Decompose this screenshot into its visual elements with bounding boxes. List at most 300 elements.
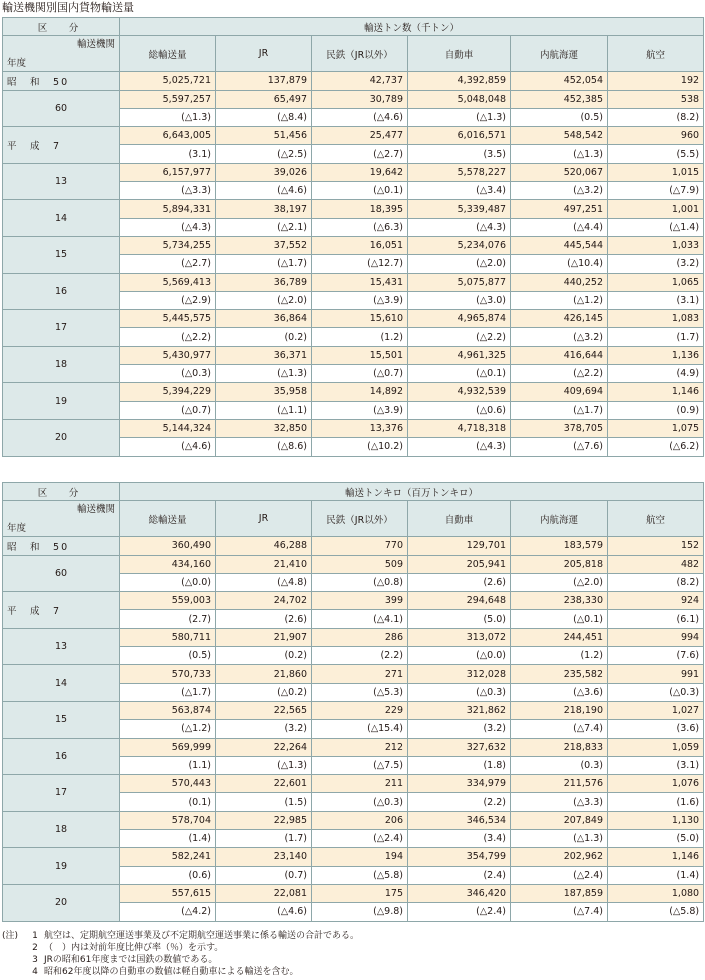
note-4	[2, 966, 359, 978]
note-3	[2, 954, 359, 966]
value-cell: 37,552	[216, 236, 312, 254]
pct-cell: (△2.0)	[511, 573, 608, 591]
table-row	[3, 537, 704, 555]
value-cell: 4,718,318	[408, 419, 511, 437]
year-cell	[3, 310, 120, 347]
pct-cell: (8.2)	[608, 108, 704, 126]
pct-cell: (2.4)	[408, 866, 511, 884]
column-header: 内航海運	[511, 501, 608, 537]
value-cell: 497,251	[511, 200, 608, 218]
value-cell: 509	[312, 555, 408, 573]
value-cell: 218,190	[511, 701, 608, 719]
value-cell: 51,456	[216, 127, 312, 145]
year-label: 16	[54, 285, 68, 297]
value-cell: 22,985	[216, 811, 312, 829]
value-cell: 312,028	[408, 665, 511, 683]
value-cell: 194	[312, 848, 408, 866]
pct-cell: (△1.3)	[511, 145, 608, 163]
year-label: 16	[54, 750, 68, 762]
year-label: 13	[54, 176, 68, 188]
value-cell: 212	[312, 738, 408, 756]
pct-cell: (8.2)	[608, 573, 704, 591]
value-cell: 14,892	[312, 383, 408, 401]
value-cell: 5,025,721	[120, 72, 216, 90]
pct-cell: (6.1)	[608, 610, 704, 628]
value-cell: 327,632	[408, 738, 511, 756]
value-cell: 187,859	[511, 884, 608, 902]
pct-cell: (△6.3)	[312, 218, 408, 236]
pct-cell: (△7.4)	[511, 903, 608, 921]
value-cell: 5,048,048	[408, 90, 511, 108]
pct-cell: (△4.6)	[216, 182, 312, 200]
table-row	[3, 665, 704, 683]
pct-cell: (△1.2)	[511, 291, 608, 309]
pct-cell: (2.6)	[408, 573, 511, 591]
pct-cell: (0.5)	[120, 647, 216, 665]
value-cell: 38,197	[216, 200, 312, 218]
year-cell	[3, 848, 120, 885]
value-cell: 1,033	[608, 236, 704, 254]
pct-cell: (△2.4)	[312, 830, 408, 848]
pct-cell: (3.1)	[608, 291, 704, 309]
pct-cell: (△0.7)	[120, 401, 216, 419]
note-1	[2, 930, 359, 942]
value-cell: 1,075	[608, 419, 704, 437]
pct-cell: (0.2)	[216, 328, 312, 346]
pct-cell: (0.1)	[120, 793, 216, 811]
value-cell: 152	[608, 537, 704, 555]
value-cell: 21,907	[216, 628, 312, 646]
year-label: 13	[54, 641, 68, 653]
value-cell: 36,371	[216, 346, 312, 364]
value-cell: 440,252	[511, 273, 608, 291]
column-header: 自動車	[408, 501, 511, 537]
year-label: 50	[53, 541, 70, 553]
pct-cell: (△5.3)	[312, 683, 408, 701]
value-cell: 207,849	[511, 811, 608, 829]
table-row	[3, 628, 704, 646]
table-row	[3, 884, 704, 902]
pct-cell: (1.5)	[216, 793, 312, 811]
pct-cell: (△2.1)	[216, 218, 312, 236]
pct-cell: (△2.0)	[408, 255, 511, 273]
value-cell: 399	[312, 592, 408, 610]
pct-cell: (3.1)	[608, 756, 704, 774]
column-header-row	[3, 501, 704, 537]
table-row	[3, 738, 704, 756]
pct-cell: (△4.6)	[120, 438, 216, 456]
notes-label: (注)	[2, 931, 19, 941]
year-label: 14	[54, 212, 68, 224]
table-row	[3, 310, 704, 328]
value-cell: 244,451	[511, 628, 608, 646]
pct-cell: (△0.3)	[408, 683, 511, 701]
value-cell: 563,874	[120, 701, 216, 719]
note-text: 航空は、定期航空運送事業及び不定期航空運送事業に係る輸送の合計である。	[44, 931, 360, 941]
kikan-label: 輸送機関	[76, 504, 115, 516]
pct-cell: (△3.3)	[511, 793, 608, 811]
page-title: 輸送機関別国内貨物輸送量	[2, 1, 134, 14]
value-cell: 5,734,255	[120, 236, 216, 254]
value-cell: 434,160	[120, 555, 216, 573]
pct-cell: (3.4)	[408, 830, 511, 848]
pct-cell: (△0.3)	[120, 365, 216, 383]
value-cell: 770	[312, 537, 408, 555]
pct-cell: (△1.7)	[120, 683, 216, 701]
value-cell: 35,958	[216, 383, 312, 401]
column-header: 総輸送量	[120, 36, 216, 72]
era-label: 平 成	[7, 605, 42, 617]
pct-cell: (△2.7)	[312, 145, 408, 163]
year-cell	[3, 383, 120, 420]
pct-cell: (△0.2)	[216, 683, 312, 701]
year-cell	[3, 811, 120, 848]
pct-cell: (△4.6)	[312, 108, 408, 126]
year-cell	[3, 273, 120, 310]
pct-cell: (5.0)	[608, 830, 704, 848]
year-cell	[3, 628, 120, 665]
value-cell: 557,615	[120, 884, 216, 902]
era-label: 昭 和	[7, 76, 42, 88]
pct-cell: (1.1)	[120, 756, 216, 774]
table-row	[3, 419, 704, 437]
pct-cell: (△4.8)	[216, 573, 312, 591]
year-label: 17	[54, 322, 68, 334]
value-cell: 6,643,005	[120, 127, 216, 145]
value-cell: 42,737	[312, 72, 408, 90]
pct-cell: (0.9)	[608, 401, 704, 419]
year-cell	[3, 738, 120, 775]
table-row	[3, 273, 704, 291]
pct-cell: (△3.4)	[408, 182, 511, 200]
value-cell: 378,705	[511, 419, 608, 437]
pct-cell: (△8.6)	[216, 438, 312, 456]
value-cell: 18,395	[312, 200, 408, 218]
note-number: 3	[32, 955, 38, 965]
column-header-row	[3, 36, 704, 72]
pct-cell: (△0.0)	[120, 573, 216, 591]
tonkm-table	[2, 482, 704, 922]
kubun-header: 区 分	[3, 18, 120, 36]
year-label: 7	[53, 140, 62, 152]
year-label: 15	[54, 714, 68, 726]
value-cell: 1,059	[608, 738, 704, 756]
pct-cell: (△2.2)	[120, 328, 216, 346]
value-cell: 5,430,977	[120, 346, 216, 364]
pct-cell: (△2.2)	[408, 328, 511, 346]
pct-cell: (2.2)	[312, 647, 408, 665]
column-header: 自動車	[408, 36, 511, 72]
value-cell: 5,394,229	[120, 383, 216, 401]
pct-cell: (2.6)	[216, 610, 312, 628]
pct-cell: (△0.1)	[408, 365, 511, 383]
year-label: 18	[54, 824, 68, 836]
table-row	[3, 775, 704, 793]
value-cell: 1,080	[608, 884, 704, 902]
pct-cell: (△12.7)	[312, 255, 408, 273]
value-cell: 22,565	[216, 701, 312, 719]
pct-cell: (△3.9)	[312, 291, 408, 309]
value-cell: 570,443	[120, 775, 216, 793]
value-cell: 1,130	[608, 811, 704, 829]
pct-cell: (△7.5)	[312, 756, 408, 774]
pct-cell: (1.2)	[312, 328, 408, 346]
year-cell	[3, 72, 120, 90]
value-cell: 238,330	[511, 592, 608, 610]
pct-cell: (△9.8)	[312, 903, 408, 921]
value-cell: 21,860	[216, 665, 312, 683]
value-cell: 192	[608, 72, 704, 90]
pct-cell: (1.2)	[511, 647, 608, 665]
pct-cell: (2.2)	[408, 793, 511, 811]
table-row	[3, 811, 704, 829]
pct-cell: (3.2)	[408, 720, 511, 738]
pct-cell: (△0.0)	[408, 647, 511, 665]
value-cell: 4,965,874	[408, 310, 511, 328]
pct-cell: (△7.6)	[511, 438, 608, 456]
value-cell: 6,157,977	[120, 163, 216, 181]
pct-cell: (1.8)	[408, 756, 511, 774]
pct-cell: (△4.4)	[511, 218, 608, 236]
pct-cell: (△2.4)	[511, 866, 608, 884]
pct-cell: (△7.9)	[608, 182, 704, 200]
pct-cell: (△0.3)	[608, 683, 704, 701]
value-cell: 5,578,227	[408, 163, 511, 181]
pct-cell: (△1.1)	[216, 401, 312, 419]
value-cell: 582,241	[120, 848, 216, 866]
year-label: 19	[54, 860, 68, 872]
value-cell: 1,065	[608, 273, 704, 291]
value-cell: 924	[608, 592, 704, 610]
value-cell: 286	[312, 628, 408, 646]
pct-cell: (△2.5)	[216, 145, 312, 163]
year-cell	[3, 200, 120, 237]
pct-cell: (3.1)	[120, 145, 216, 163]
pct-cell: (△3.0)	[408, 291, 511, 309]
pct-cell: (△6.2)	[608, 438, 704, 456]
year-cell	[3, 775, 120, 812]
pct-cell: (△4.6)	[216, 903, 312, 921]
year-label: 60	[54, 567, 68, 579]
value-cell: 32,850	[216, 419, 312, 437]
value-cell: 578,704	[120, 811, 216, 829]
value-cell: 211,576	[511, 775, 608, 793]
pct-cell: (△2.4)	[408, 903, 511, 921]
value-cell: 570,733	[120, 665, 216, 683]
value-cell: 175	[312, 884, 408, 902]
note-text: （ ）内は対前年度比伸び率（％）を示す。	[44, 943, 224, 953]
pct-cell: (△5.8)	[312, 866, 408, 884]
value-cell: 22,081	[216, 884, 312, 902]
pct-cell: (△1.2)	[120, 720, 216, 738]
value-cell: 520,067	[511, 163, 608, 181]
value-cell: 346,420	[408, 884, 511, 902]
value-cell: 5,894,331	[120, 200, 216, 218]
pct-cell: (7.6)	[608, 647, 704, 665]
value-cell: 426,145	[511, 310, 608, 328]
pct-cell: (△3.9)	[312, 401, 408, 419]
value-cell: 1,146	[608, 848, 704, 866]
value-cell: 36,789	[216, 273, 312, 291]
table-row	[3, 236, 704, 254]
value-cell: 1,076	[608, 775, 704, 793]
value-cell: 5,075,877	[408, 273, 511, 291]
column-header: JR	[216, 501, 312, 537]
note-text: JRの昭和61年度までは国鉄の数値である。	[44, 955, 218, 965]
pct-cell: (3.2)	[608, 255, 704, 273]
value-cell: 205,941	[408, 555, 511, 573]
pct-cell: (0.3)	[511, 756, 608, 774]
pct-cell: (△4.3)	[120, 218, 216, 236]
value-cell: 580,711	[120, 628, 216, 646]
note-text: 昭和62年度以降の自動車の数値は軽自動車による輸送を含む。	[44, 967, 299, 977]
pct-cell: (4.9)	[608, 365, 704, 383]
era-label: 昭 和	[7, 541, 42, 553]
value-cell: 15,610	[312, 310, 408, 328]
value-cell: 4,932,539	[408, 383, 511, 401]
column-header: JR	[216, 36, 312, 72]
value-cell: 452,385	[511, 90, 608, 108]
year-label: 20	[54, 432, 68, 444]
table-row	[3, 701, 704, 719]
pct-cell: (△10.2)	[312, 438, 408, 456]
value-cell: 482	[608, 555, 704, 573]
pct-cell: (3.5)	[408, 145, 511, 163]
value-cell: 1,083	[608, 310, 704, 328]
value-cell: 21,410	[216, 555, 312, 573]
pct-cell: (△2.2)	[511, 365, 608, 383]
pct-cell: (3.6)	[608, 720, 704, 738]
value-cell: 65,497	[216, 90, 312, 108]
value-cell: 5,569,413	[120, 273, 216, 291]
pct-cell: (5.0)	[408, 610, 511, 628]
value-cell: 294,648	[408, 592, 511, 610]
table-row	[3, 555, 704, 573]
pct-cell: (△1.3)	[408, 108, 511, 126]
ton-table	[2, 17, 704, 457]
pct-cell: (0.7)	[216, 866, 312, 884]
value-cell: 4,392,859	[408, 72, 511, 90]
value-cell: 129,701	[408, 537, 511, 555]
value-cell: 229	[312, 701, 408, 719]
pct-cell: (2.7)	[120, 610, 216, 628]
column-header: 内航海運	[511, 36, 608, 72]
year-cell	[3, 665, 120, 702]
value-cell: 13,376	[312, 419, 408, 437]
value-cell: 354,799	[408, 848, 511, 866]
value-cell: 15,431	[312, 273, 408, 291]
value-cell: 5,445,575	[120, 310, 216, 328]
value-cell: 346,534	[408, 811, 511, 829]
value-cell: 548,542	[511, 127, 608, 145]
kikan-nendo-header	[3, 36, 120, 72]
value-cell: 15,501	[312, 346, 408, 364]
column-header: 総輸送量	[120, 501, 216, 537]
year-label: 60	[54, 102, 68, 114]
value-cell: 206	[312, 811, 408, 829]
table-row	[3, 346, 704, 364]
year-label: 19	[54, 395, 68, 407]
pct-cell: (△3.3)	[120, 182, 216, 200]
column-header: 航空	[608, 501, 704, 537]
value-cell: 994	[608, 628, 704, 646]
value-cell: 36,864	[216, 310, 312, 328]
value-cell: 202,962	[511, 848, 608, 866]
value-cell: 416,644	[511, 346, 608, 364]
year-cell	[3, 592, 120, 629]
pct-cell: (△0.6)	[408, 401, 511, 419]
pct-cell: (△4.2)	[120, 903, 216, 921]
pct-cell: (0.5)	[511, 108, 608, 126]
value-cell: 321,862	[408, 701, 511, 719]
kubun-header: 区 分	[3, 483, 120, 501]
pct-cell: (△0.7)	[312, 365, 408, 383]
table-row	[3, 592, 704, 610]
pct-cell: (△0.1)	[511, 610, 608, 628]
nendo-label: 年度	[7, 523, 27, 535]
section-header: 輸送トン数（千トン）	[120, 18, 704, 36]
year-cell	[3, 701, 120, 738]
pct-cell: (1.7)	[216, 830, 312, 848]
pct-cell: (△2.9)	[120, 291, 216, 309]
pct-cell: (5.5)	[608, 145, 704, 163]
value-cell: 218,833	[511, 738, 608, 756]
header-row	[3, 18, 704, 36]
pct-cell: (△5.8)	[608, 903, 704, 921]
year-cell	[3, 884, 120, 921]
year-label: 20	[54, 897, 68, 909]
value-cell: 991	[608, 665, 704, 683]
value-cell: 30,789	[312, 90, 408, 108]
kikan-label: 輸送機関	[76, 39, 115, 51]
pct-cell: (△15.4)	[312, 720, 408, 738]
pct-cell: (1.4)	[608, 866, 704, 884]
value-cell: 22,264	[216, 738, 312, 756]
value-cell: 1,015	[608, 163, 704, 181]
year-label: 50	[53, 76, 70, 88]
pct-cell: (0.6)	[120, 866, 216, 884]
year-cell	[3, 346, 120, 383]
year-label: 7	[53, 605, 62, 617]
section-header: 輸送トンキロ（百万トンキロ）	[120, 483, 704, 501]
note-number: 1	[32, 931, 38, 941]
pct-cell: (△7.4)	[511, 720, 608, 738]
pct-cell: (△2.7)	[120, 255, 216, 273]
pct-cell: (1.4)	[120, 830, 216, 848]
value-cell: 1,001	[608, 200, 704, 218]
value-cell: 538	[608, 90, 704, 108]
pct-cell: (3.2)	[216, 720, 312, 738]
notes	[2, 930, 359, 978]
pct-cell: (△4.3)	[408, 438, 511, 456]
year-label: 15	[54, 249, 68, 261]
value-cell: 1,027	[608, 701, 704, 719]
table-row	[3, 163, 704, 181]
value-cell: 19,642	[312, 163, 408, 181]
pct-cell: (△1.3)	[511, 830, 608, 848]
pct-cell: (△0.1)	[312, 182, 408, 200]
table-row	[3, 90, 704, 108]
pct-cell: (△3.2)	[511, 328, 608, 346]
value-cell: 1,136	[608, 346, 704, 364]
note-number: 4	[32, 967, 38, 977]
value-cell: 5,339,487	[408, 200, 511, 218]
pct-cell: (△3.2)	[511, 182, 608, 200]
pct-cell: (△8.4)	[216, 108, 312, 126]
year-label: 18	[54, 359, 68, 371]
value-cell: 360,490	[120, 537, 216, 555]
column-header: 民鉄（JR以外）	[312, 501, 408, 537]
